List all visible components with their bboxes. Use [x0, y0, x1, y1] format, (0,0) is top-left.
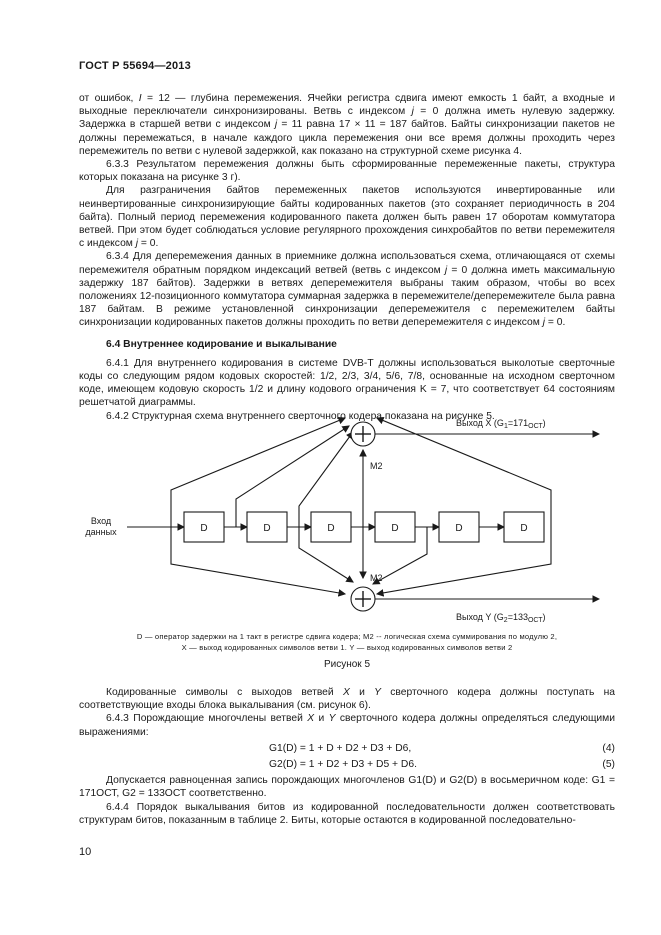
output-x-label: Выход X $(G_1=171_{ОСТ})$ [456, 418, 546, 430]
input-label-2: данных [85, 527, 117, 537]
paragraph-sync-bytes: Для разграничения байтов перемеженных пакетов используются инвертированные или неинвертированные синхронизирующие байты кодированных пакетов (это сохраняет периодичность в 204 байта). Полный период перемежения кодированного пакета должен быть равен 17 оборотам коммутатора ветвей. При этом будет соблюдаться условие регулярного прохождения синхробайтов по ветви перемежителя с индексом j = 0. [79, 185, 615, 250]
equation-5: G2(D) = 1 + D2 + D3 + D5 + D6. (5) [269, 759, 615, 771]
paragraph-6-4-1: 6.4.1 Для внутреннего кодирования в системе DVB-T должны использоваться выколотые сверточные коды со следующим рядом кодовых скоростей: 1/2, 2/3, 3/4, 5/6, 7/8, основанные на исходном сверточном коде, имеющем кодовую скорость 1/2 и длину кодового ограничения K = 7, что соответствует 64 состояниям решетчатой диаграммы. [79, 357, 615, 409]
delay-label: D [391, 523, 399, 534]
page-number: 10 [79, 846, 92, 858]
adder-label-upper: M2 [370, 461, 383, 471]
figure-label: Рисунок 5 [323, 659, 371, 670]
paragraph-6-4-3: 6.4.3 Порождающие многочлены ветвей X и Y сверточного кодера должны определяться следующими выражениями: [79, 713, 615, 738]
text-block-bottom [79, 686, 615, 827]
delay-label: D [263, 523, 271, 534]
tap-input-upper [171, 418, 345, 527]
paragraph-6-4-4: 6.4.4 Порядок выкалывания битов из кодированной последовательности должен соответствовать структурам битов, показанным в таблице 2. Биты, которые остаются в кодированной последовательно- [79, 801, 615, 826]
paragraph-octal: Допускается равноценная запись порождающих многочленов G1(D) и G2(D) в восьмеричном коде: G1 = 171ОСТ, G2 = 133ОСТ соответственно. [79, 775, 615, 800]
section-title: 6.4 Внутреннее кодирование и выкалывание [106, 338, 337, 350]
encoder-diagram [79, 406, 615, 626]
text-block-top [79, 92, 615, 423]
input-label-1: Вход [90, 516, 112, 526]
paragraph-6-3-3: 6.3.3 Результатом перемежения должны быть сформированные перемеженные пакеты, структура которых показана на рисунке 3 г). [79, 159, 615, 184]
output-y-label: Выход Y $(G_2=133_{ОСТ})$ [456, 612, 546, 624]
paragraph-interleaving: от ошибок, I = 12 — глубина перемежения. Ячейки регистра сдвига имеют емкость 1 байт, а входные и выходные переключатели синхронизированы. Ветвь с индексом j = 0 должна иметь нулевую задержку. Задержка в старшей ветви с индексом j = 11 равна 17 × 11 = 187 байтов. Байты синхронизации пакетов не должны перемежаться, в начале каждого цикла перемежения они все время должны проходить через перемежитель по ветви с нулевой задержкой, как показано на структурной схеме рисунка 4. [79, 93, 616, 157]
delay-label: D [200, 523, 208, 534]
equation-4: G1(D) = 1 + D + D2 + D3 + D6, (4) [269, 742, 615, 754]
paragraph-6-3-4: 6.3.4 Для деперемежения данных в приемнике должна использоваться схема, отличающаяся от схемы перемежителя обратным порядком индексаций ветвей (ветвь с индексом j = 0 должна иметь максимальную задержку 187 байтов). Задержки в ветвях деперемежителя выбраны таким образом, чтобы во всех положениях 12-позиционного коммутатора суммарная задержка в перемежителе/деперемежителе была равна 187 байтам. В режиме установленной синхронизации деперемежителя с перемежителем байты синхронизации кодированных пакетов должны проходить по ветви деперемежителя с индексом j = 0. [79, 251, 615, 329]
figure-caption: D — оператор задержки на 1 такт в регистре сдвига кодера; M2 -- логическая схема суммирования по модулю 2, X — выход кодированных символов ветви 1. Y — выход кодированных символов ветви 2 [136, 632, 558, 652]
delay-label: D [455, 523, 463, 534]
paragraph-6-4-2: 6.4.2 Структурная схема внутреннего сверточного кодера показана на рисунке 5. [106, 410, 495, 422]
adder-label-lower: M2 [370, 573, 383, 583]
paragraph-coded-symbols: Кодированные символы с выходов ветвей X и Y сверточного кодера должны поступать на соответствующие входы блока выкалывания (см. рисунок 6). [79, 687, 615, 712]
delay-label: D [520, 523, 528, 534]
document-header: ГОСТ Р 55694—2013 [79, 60, 191, 72]
delay-label: D [327, 523, 335, 534]
